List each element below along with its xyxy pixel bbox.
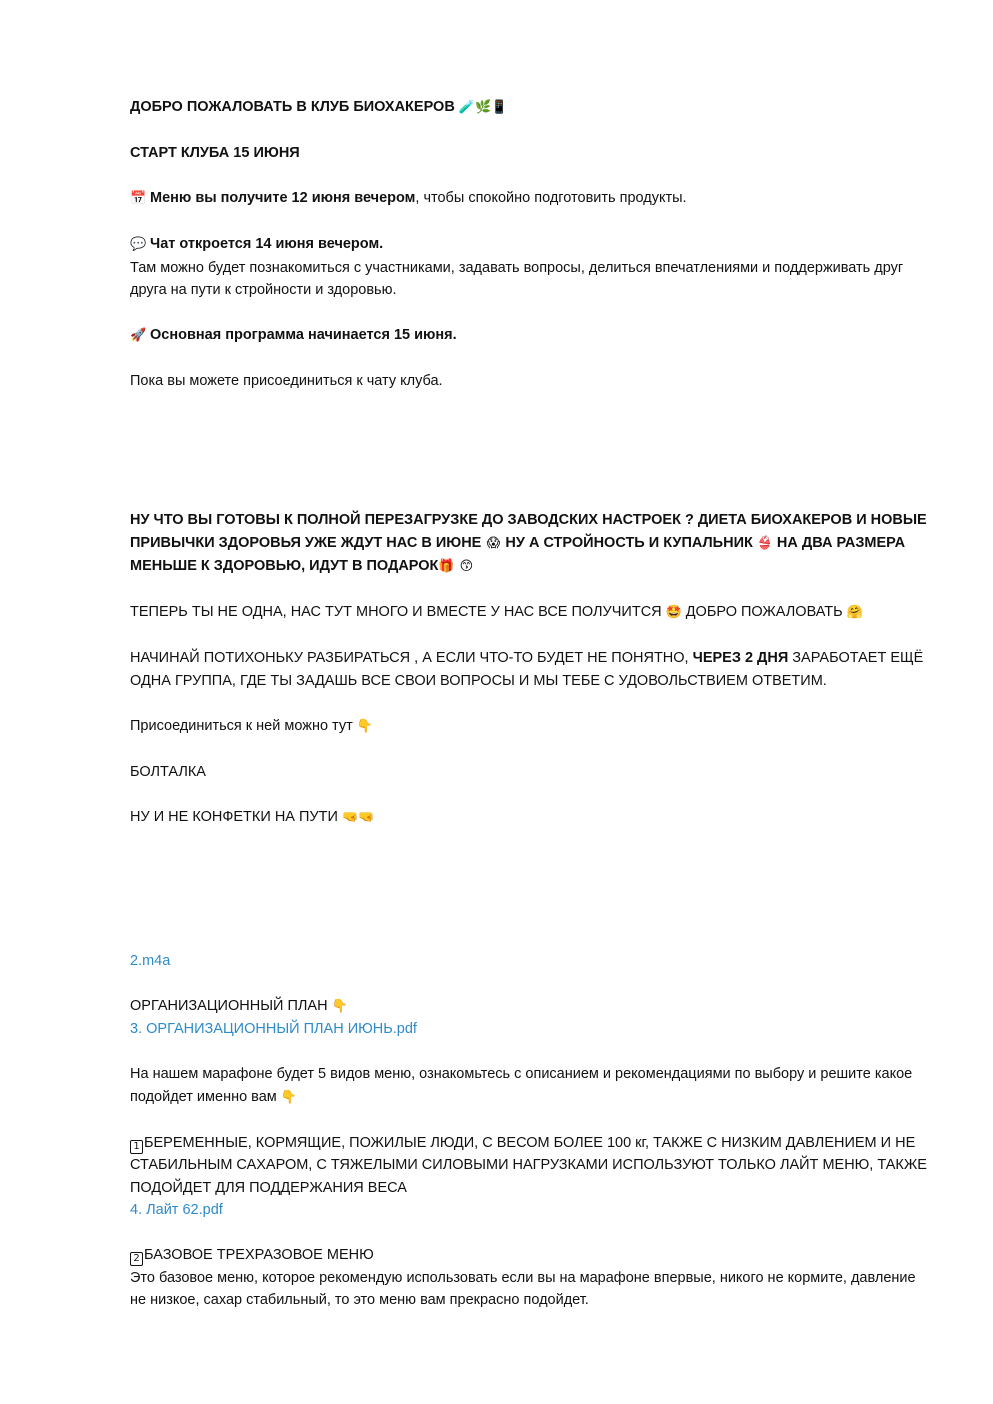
chat-heading bbox=[130, 233, 930, 257]
menu-option-2-description: Это базовое меню, которое рекомендую использовать если вы на марафоне впервые, никого не кормите, давление не низкое, сахар стабильный, то это меню вам прекрасно подойдет. bbox=[130, 1269, 916, 1308]
welcome-heading-text: ДОБРО ПОЖАЛОВАТЬ В КЛУБ БИОХАКЕРОВ bbox=[130, 99, 455, 115]
document-body bbox=[130, 96, 930, 1334]
menu-option-1-text: БЕРЕМЕННЫЕ, КОРМЯЩИЕ, ПОЖИЛЫЕ ЛЮДИ, С ВЕСОМ БОЛЕЕ 100 кг, ТАКЖЕ С НИЗКИМ ДАВЛЕНИЕМ И НЕ СТАБИЛЬНЫМ САХАРОМ, С ТЯЖЕЛЫМИ СИЛОВЫМИ НАГРУЗКАМИ ИСПОЛЬЗУЮТ ТОЛЬКО ЛАЙТ МЕНЮ, ТАКЖЕ ПОДОЙДЕТ ДЛЯ ПОДДЕРЖАНИЯ ВЕСА bbox=[130, 1134, 927, 1196]
together-paragraph bbox=[130, 601, 930, 625]
club-start-heading: СТАРТ КЛУБА 15 ИЮНЯ bbox=[130, 145, 300, 161]
second-group-bold: ЧЕРЕЗ 2 ДНЯ bbox=[692, 650, 789, 666]
keycap-one-icon: 1 bbox=[130, 1140, 143, 1154]
section-gap bbox=[130, 415, 930, 509]
chat-date-text: Чат откроется 14 июня вечером. bbox=[150, 236, 384, 252]
join-here-text: Присоединиться к ней можно тут bbox=[130, 717, 353, 734]
second-group-paragraph bbox=[130, 647, 930, 692]
program-start-text: Основная программа начинается 15 июня. bbox=[150, 327, 457, 343]
fist-bump-icon: 🤜🤜 bbox=[341, 809, 375, 825]
join-chat-text: Пока вы можете присоединиться к чату клуба. bbox=[130, 373, 443, 389]
candy-paragraph bbox=[130, 806, 930, 830]
headline-part-3: НА ДВА РАЗМЕРА МЕНЬШЕ К ЗДОРОВЬЮ, ИДУТ В ПОДАРОК bbox=[130, 534, 906, 574]
menu-option-1 bbox=[130, 1132, 930, 1200]
headline-part-2: НУ А СТРОЙНОСТЬ И КУПАЛЬНИК bbox=[505, 534, 753, 551]
together-text: ТЕПЕРЬ ТЫ НЕ ОДНА, НАС ТУТ МНОГО И ВМЕСТЕ У НАС ВСЕ ПОЛУЧИТСЯ bbox=[130, 604, 662, 620]
welcome-heading bbox=[130, 96, 930, 120]
test-tube-herb-phone-icon: 🧪🌿📱 bbox=[458, 100, 508, 115]
chat-link-boltalka[interactable]: БОЛТАЛКА bbox=[130, 763, 206, 780]
join-here-paragraph bbox=[130, 715, 930, 739]
menu-date-text: Меню вы получите 12 июня вечером bbox=[150, 190, 416, 206]
hugging-face-icon: 🤗 bbox=[846, 605, 863, 620]
org-plan-file-link[interactable]: 3. ОРГАНИЗАЦИОННЫЙ ПЛАН ИЮНЬ.pdf bbox=[130, 1021, 417, 1037]
org-plan-text: ОРГАНИЗАЦИОННЫЙ ПЛАН bbox=[130, 997, 328, 1014]
star-eyes-icon: 🤩 bbox=[665, 605, 682, 620]
keycap-two-icon: 2 bbox=[130, 1252, 143, 1266]
menu-option-2-text: БАЗОВОЕ ТРЕХРАЗОВОЕ МЕНЮ bbox=[144, 1247, 374, 1263]
section-gap-2 bbox=[130, 852, 930, 950]
menu-rest-text: , чтобы спокойно подготовить продукты. bbox=[415, 190, 687, 206]
org-plan-label bbox=[130, 995, 930, 1019]
shocked-face-icon: 😱 bbox=[486, 535, 501, 551]
menus-intro-paragraph bbox=[130, 1063, 930, 1109]
candy-text: НУ И НЕ КОНФЕТКИ НА ПУТИ bbox=[130, 808, 338, 825]
menu-paragraph bbox=[130, 187, 930, 211]
menus-intro-text: На нашем марафоне будет 5 видов меню, ознакомьтесь с описанием и рекомендациями по выбору и решите какое подойдет именно вам bbox=[130, 1066, 913, 1105]
second-group-text-b: ЗАРАБОТАЕТ ЕЩЁ ОДНА ГРУППА, ГДЕ ТЫ ЗАДАШЬ ВСЕ СВОИ ВОПРОСЫ И МЫ ТЕБЕ С УДОВОЛЬСТВИЕМ ОТВЕТИМ. bbox=[130, 650, 924, 689]
reset-headline bbox=[130, 509, 930, 579]
calendar-icon: 📅 bbox=[130, 191, 147, 206]
rocket-icon: 🚀 bbox=[130, 328, 147, 343]
gift-icon: 🎁 bbox=[438, 559, 455, 574]
program-paragraph bbox=[130, 324, 930, 348]
welcome-text: ДОБРО ПОЖАЛОВАТЬ bbox=[685, 604, 843, 620]
audio-file-link[interactable]: 2.m4a bbox=[130, 952, 171, 969]
menu-option-2 bbox=[130, 1244, 930, 1267]
kissing-face-icon: 😙 bbox=[459, 559, 474, 574]
chat-description: Там можно будет познакомиться с участниками, задавать вопросы, делиться впечатлениями и поддерживать друг друга на пути к стройности и здоровью. bbox=[130, 259, 904, 298]
headline-part-1: НУ ЧТО ВЫ ГОТОВЫ К ПОЛНОЙ ПЕРЕЗАГРУЗКЕ ДО ЗАВОДСКИХ НАСТРОЕК ? ДИЕТА БИОХАКЕРОВ И НОВЫЕ ПРИВЫЧКИ ЗДОРОВЬЯ УЖЕ ЖДУТ НАС В ИЮНЕ bbox=[130, 512, 927, 551]
second-group-text-a: НАЧИНАЙ ПОТИХОНЬКУ РАЗБИРАТЬСЯ , А ЕСЛИ ЧТО-ТО БУДЕТ НЕ ПОНЯТНО, bbox=[130, 650, 689, 666]
speech-bubble-icon: 💬 bbox=[130, 237, 147, 252]
point-down-icon: 👇 bbox=[280, 1089, 297, 1105]
bikini-icon: 👙 bbox=[756, 535, 774, 551]
lite-menu-file-link[interactable]: 4. Лайт 62.pdf bbox=[130, 1202, 223, 1218]
point-down-icon: 👇 bbox=[356, 718, 373, 734]
point-down-icon: 👇 bbox=[331, 998, 348, 1014]
